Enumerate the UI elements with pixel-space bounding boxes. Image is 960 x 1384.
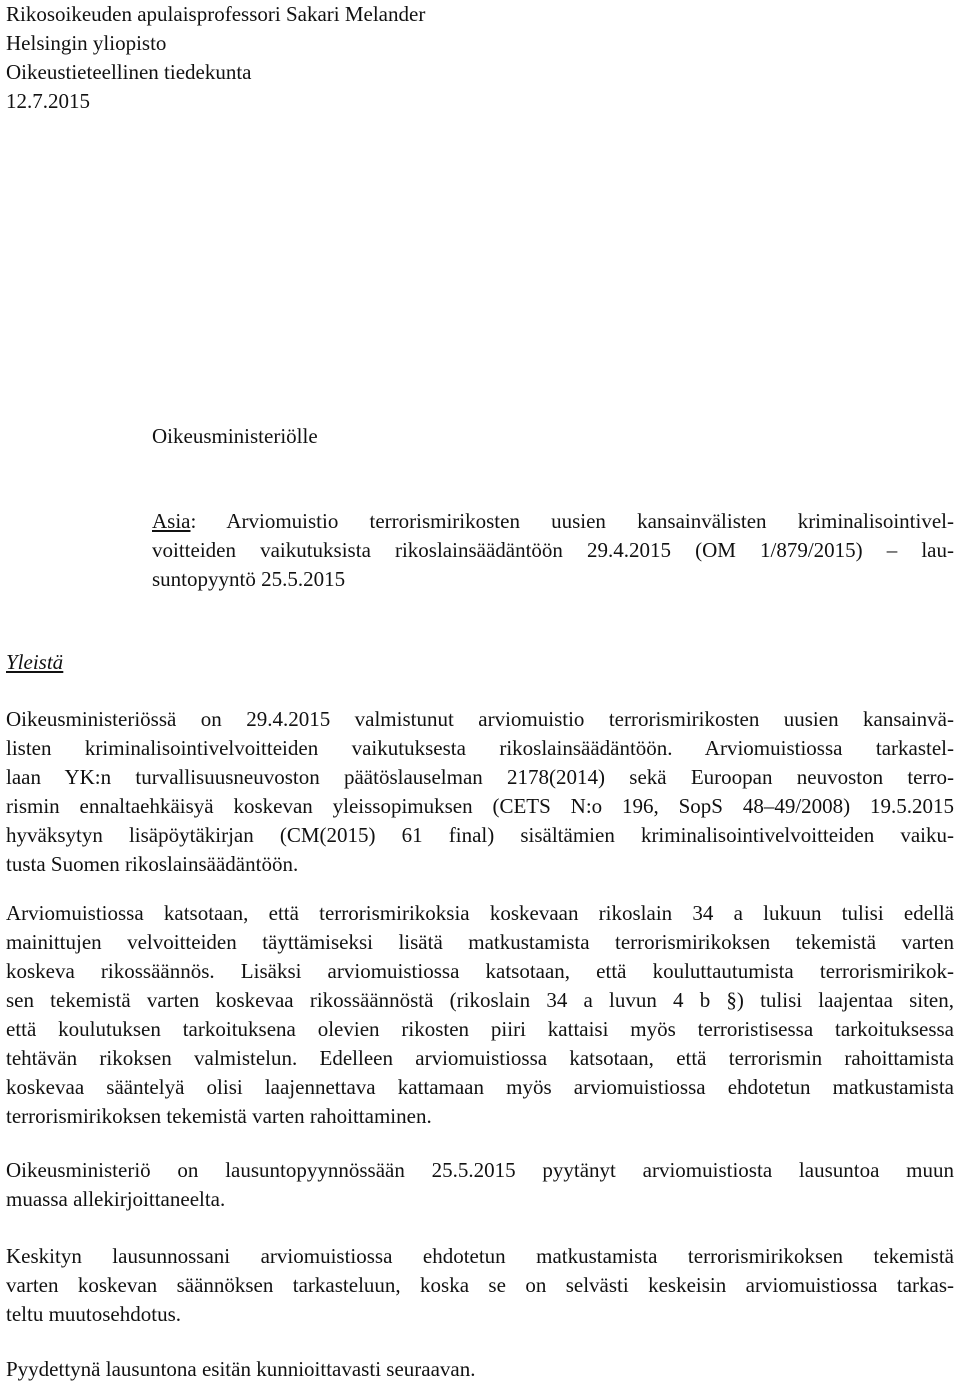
paragraph-line: Oikeusministeriö on lausuntopyynnössään 25.5.2015 pyytänyt arviomuistiosta lausuntoa muun xyxy=(6,1158,954,1182)
subject-line-1 xyxy=(152,507,954,536)
paragraph-line: tusta Suomen rikoslainsäädäntöön. xyxy=(6,852,299,876)
paragraph-line: terrorismirikoksen tekemistä varten rahoittaminen. xyxy=(6,1104,432,1128)
subject-line-2: voitteiden vaikutuksista rikoslainsäädäntöön 29.4.2015 (OM 1/879/2015) – lau- xyxy=(152,538,954,562)
paragraph-line: laan YK:n turvallisuusneuvoston päätöslauselman 2178(2014) sekä Euroopan neuvoston terro- xyxy=(6,765,954,789)
paragraph-line: muassa allekirjoittaneelta. xyxy=(6,1187,226,1211)
paragraph-line: Oikeusministeriössä on 29.4.2015 valmistunut arviomuistio terrorismirikosten uusien kansainvä- xyxy=(6,707,954,731)
paragraph-line: koskeva rikossäännös. Lisäksi arviomuistiossa katsotaan, että kouluttautumista terrorismirikok- xyxy=(6,959,954,983)
recipient: Oikeusministeriölle xyxy=(152,424,318,448)
subject-text-1: : Arviomuistio terrorismirikosten uusien kansainvälisten kriminalisointivel- xyxy=(190,509,954,533)
paragraph-4 xyxy=(6,1242,954,1329)
paragraph-line: Keskityn lausunnossani arviomuistiossa ehdotetun matkustamista terrorismirikoksen tekemistä xyxy=(6,1244,954,1268)
paragraph-2 xyxy=(6,899,954,1131)
recipient-block xyxy=(152,422,954,451)
paragraph-line: hyväksytyn lisäpöytäkirjan (CM(2015) 61 final) sisältämien kriminalisointivelvoitteiden vaiku- xyxy=(6,823,954,847)
paragraph-line: mainittujen velvoitteiden täyttämiseksi lisätä matkustamista terrorismirikoksen tekemistä varten xyxy=(6,930,954,954)
subject-label: Asia xyxy=(152,509,191,533)
sender-date: 12.7.2015 xyxy=(6,89,90,113)
paragraph-5 xyxy=(6,1355,954,1384)
sender-title: Rikosoikeuden apulaisprofessori Sakari Melander xyxy=(6,2,426,26)
subject-line-3: suntopyyntö 25.5.2015 xyxy=(152,567,346,591)
paragraph-line: teltu muutosehdotus. xyxy=(6,1302,181,1326)
paragraph-line: koskevaa sääntelyä olisi laajennettava kattamaan myös arviomuistiossa ehdotetun matkustamista xyxy=(6,1075,954,1099)
paragraph-line: tehtävän rikoksen valmistelun. Edelleen arviomuistiossa katsotaan, että terrorismin rahoittamista xyxy=(6,1046,954,1070)
sender-block xyxy=(6,0,954,116)
paragraph-line: Pyydettynä lausuntona esitän kunnioittavasti seuraavan. xyxy=(6,1357,476,1381)
sender-university: Helsingin yliopisto xyxy=(6,31,167,55)
paragraph-1 xyxy=(6,705,954,879)
paragraph-line: listen kriminalisointivelvoitteiden vaikutuksesta rikoslainsäädäntöön. Arviomuistiossa tarkastel- xyxy=(6,736,954,760)
subject-block xyxy=(152,507,954,594)
section-heading-text: Yleistä xyxy=(6,650,64,674)
section-heading xyxy=(6,648,954,677)
paragraph-line: varten koskevan säännöksen tarkasteluun, koska se on selvästi keskeisin arviomuistiossa tarkas- xyxy=(6,1273,954,1297)
paragraph-line: sen tekemistä varten koskevaa rikossäännöstä (rikoslain 34 a luvun 4 b §) tulisi laajentaa siten, xyxy=(6,988,954,1012)
paragraph-line: rismin ennaltaehkäisyä koskevan yleissopimuksen (CETS N:o 196, SopS 48–49/2008) 19.5.2015 xyxy=(6,794,954,818)
paragraph-3 xyxy=(6,1156,954,1214)
sender-faculty: Oikeustieteellinen tiedekunta xyxy=(6,60,252,84)
paragraph-line: että koulutuksen tarkoituksena olevien rikosten piiri kattaisi myös terroristisessa tarkoituksessa xyxy=(6,1017,954,1041)
paragraph-line: Arviomuistiossa katsotaan, että terrorismirikoksia koskevaan rikoslain 34 a lukuun tulisi edellä xyxy=(6,901,954,925)
